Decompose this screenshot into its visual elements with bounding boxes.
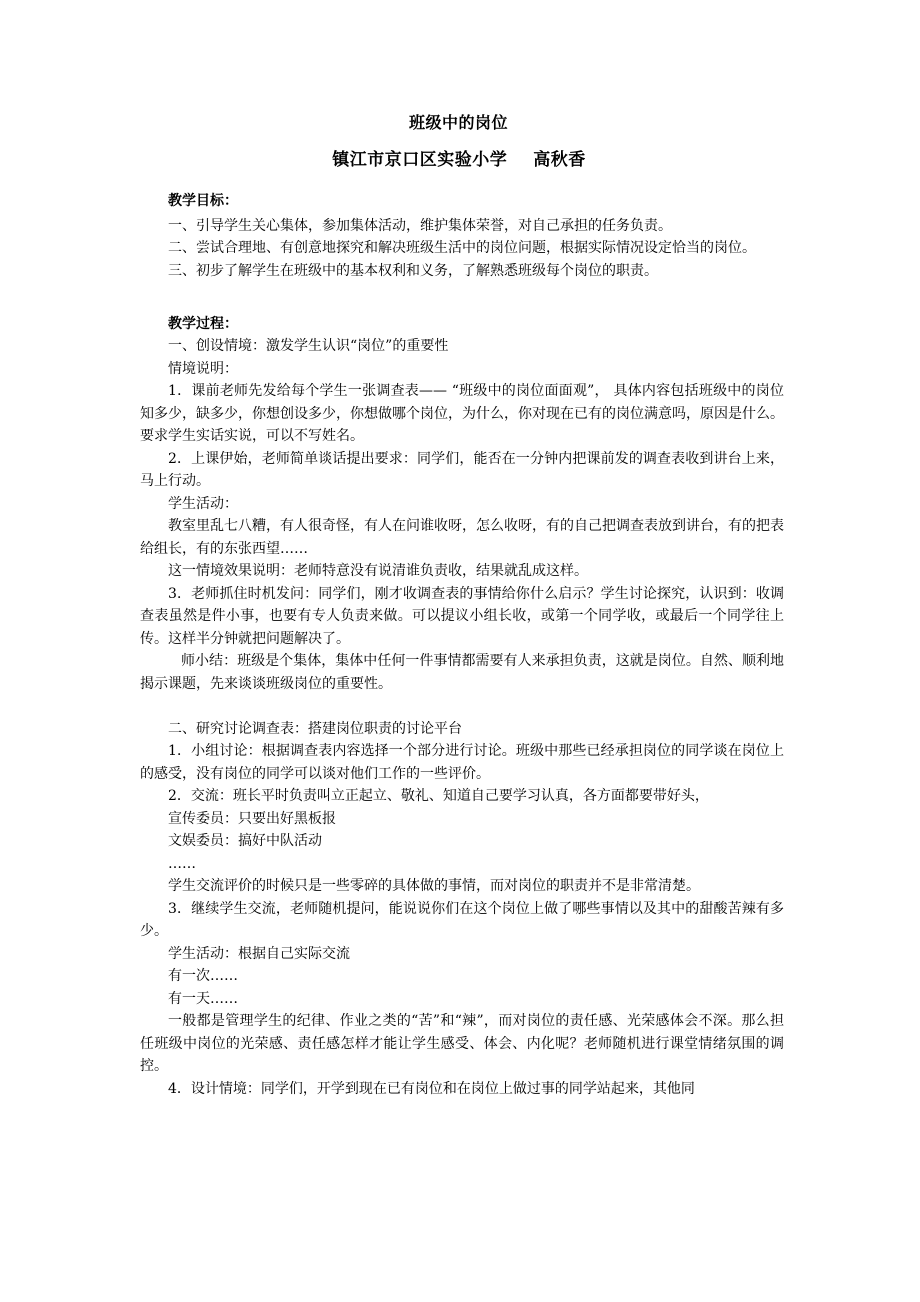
paragraph: …… [168, 855, 196, 872]
goal-item: 三、初步了解学生在班级中的基本权利和义务，了解熟悉班级每个岗位的职责。 [168, 262, 658, 279]
paragraph: 宣传委员：只要出好黑板报 [168, 810, 336, 827]
paragraph: 情境说明： [168, 360, 238, 377]
goal-item: 一、引导学生关心集体，参加集体活动，维护集体荣誉，对自己承担的任务负责。 [168, 217, 672, 234]
paragraph: 学生交流评价的时候只是一些零碎的具体做的事情，而对岗位的职责并不是非常清楚。 [168, 878, 700, 894]
document-title: 班级中的岗位 [408, 113, 508, 132]
goal-item: 二、尝试合理地、有创意地探究和解决班级生活中的岗位问题，根据实际情况设定恰当的岗位。 [168, 240, 756, 256]
paragraph: 教室里乱七八糟，有人很奇怪，有人在问谁收呀，怎么收呀，有的自己把调查表放到讲台，有的把表给组长，有的东张西望…… [140, 518, 784, 557]
paragraph: 学生活动： [168, 495, 238, 512]
paragraph: 4．设计情境：同学们，开学到现在已有岗位和在岗位上做过事的同学站起来，其他同 [168, 1080, 695, 1097]
paragraph: 学生活动：根据自己实际交流 [168, 945, 350, 962]
process-heading: 教学过程： [168, 315, 238, 332]
section-heading: 二、研究讨论调查表：搭建岗位职责的讨论平台 [168, 720, 462, 737]
section-heading: 一、创设情境：激发学生认识“岗位”的重要性 [168, 338, 449, 354]
spacer [140, 282, 784, 305]
paragraph: 有一次…… [168, 968, 238, 984]
author-name: 高秋香 [533, 150, 586, 170]
goals-heading: 教学目标： [168, 193, 238, 209]
paragraph: 1．课前老师先发给每个学生一张调查表—— “班级中的岗位面面观”， 具体内容包括班级中的岗位知多少，缺多少，你想创设多少，你想做哪个岗位，为什么，你对现在已有的岗位满意吗，原因是什么。要求学生实话实说，可以不写姓名。 [140, 383, 784, 444]
paragraph: 1．小组讨论：根据调查表内容选择一个部分进行讨论。班级中那些已经承担岗位的同学谈在岗位上的感受，没有岗位的同学可以谈对他们工作的一些评价。 [140, 743, 784, 782]
paragraph: 这一情境效果说明：老师特意没有说清谁负责收，结果就乱成这样。 [168, 563, 588, 579]
spacer [140, 695, 784, 718]
author-line [134, 149, 784, 171]
paragraph: 2．上课伊始，老师简单谈话提出要求：同学们，能否在一分钟内把课前发的调查表收到讲台上来，马上行动。 [140, 450, 784, 489]
paragraph: 一般都是管理学生的纪律、作业之类的“苦”和“辣”，而对岗位的责任感、光荣感体会不深。那么担任班级中岗位的光荣感、责任感怎样才能让学生感受、体会、内化呢？老师随机进行课堂情绪氛围的调控。 [140, 1013, 784, 1074]
paragraph: 有一天…… [168, 990, 238, 1007]
summary-paragraph: 师小结：班级是个集体，集体中任何一件事情都需要有人来承担负责，这就是岗位。自然、顺利地揭示课题，先来谈谈班级岗位的重要性。 [140, 653, 784, 692]
paragraph: 文娱委员：搞好中队活动 [168, 833, 322, 849]
document-page [140, 112, 784, 1100]
paragraph: 3．继续学生交流，老师随机提问，能说说你们在这个岗位上做了哪些事情以及其中的甜酸苦辣有多少。 [140, 900, 784, 939]
paragraph: 2．交流：班长平时负责叫立正起立、敬礼、知道自己要学习认真，各方面都要带好头， [168, 788, 709, 804]
school-name: 镇江市京口区实验小学 [332, 150, 508, 170]
paragraph: 3．老师抓住时机发问：同学们，刚才收调查表的事情给你什么启示？学生讨论探究，认识到：收调查表虽然是件小事，也要有专人负责来做。可以提议小组长收，或第一个同学收，或最后一个同学往上传。这样半分钟就把问题解决了。 [140, 585, 784, 647]
